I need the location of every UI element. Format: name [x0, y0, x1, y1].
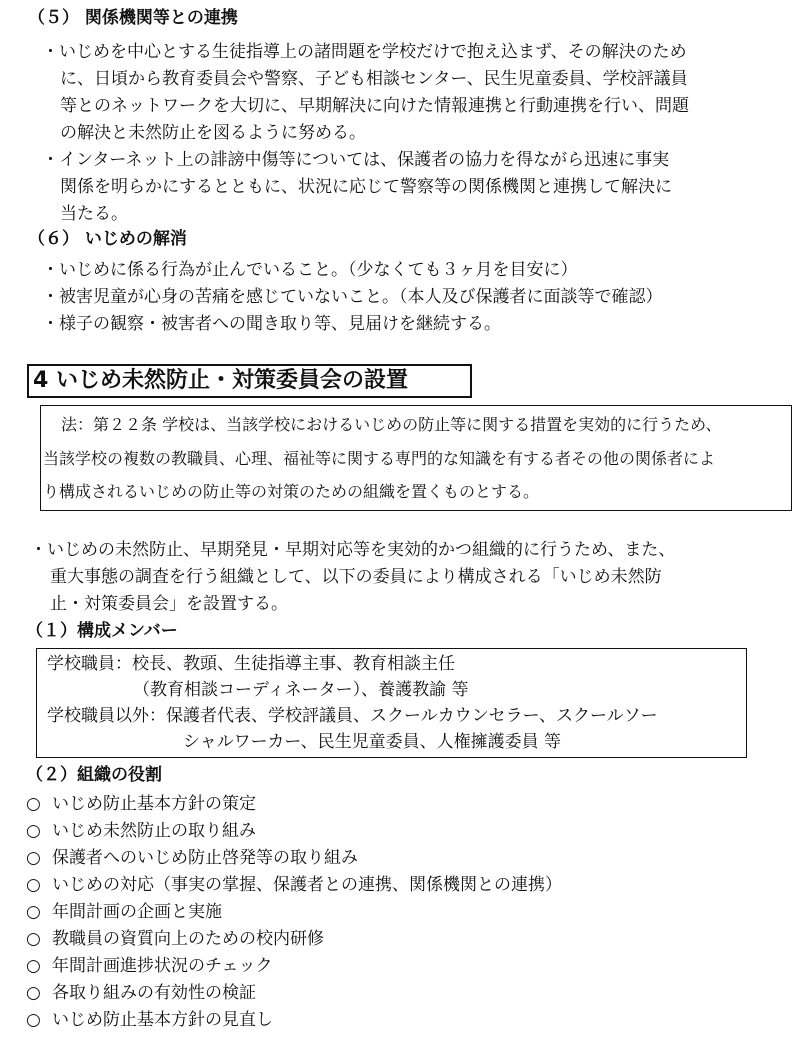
section4-title: 4 いじめ未然防止・対策委員会の設置 [27, 364, 472, 398]
circle-marker-icon: ○ [26, 821, 41, 841]
law-quote-box [40, 405, 792, 511]
committee-intro-line2: 重大事態の調査を行う組織として、以下の委員により構成される「いじめ未然防 [50, 567, 662, 587]
members-external-line1: 学校職員以外：保護者代表、学校評議員、スクールカウンセラー、スクールソー [47, 706, 658, 726]
members-heading: （１）構成メンバー [26, 621, 178, 641]
section5-bullet2-line2: 関係を明らかにするとともに、状況に応じて警察等の関係機関と連携して解決に [60, 177, 672, 197]
role-item-label: いじめ防止基本方針の策定 [52, 794, 256, 814]
committee-intro-line3: 止・対策委員会」を設置する。 [50, 594, 288, 614]
role-item [26, 953, 273, 979]
role-item [26, 899, 222, 925]
role-item-label: いじめの対応（事実の掌握、保護者との連携、関係機関との連携） [52, 875, 562, 895]
members-staff-line1: 学校職員：校長、教頭、生徒指導主事、教育相談主任 [47, 654, 455, 674]
circle-marker-icon: ○ [26, 794, 41, 814]
section5-bullet1-line3: 等とのネットワークを大切に、早期解決に向けた情報連携と行動連携を行い、問題 [60, 96, 689, 116]
role-item-label: 教職員の資質向上のための校内研修 [52, 929, 324, 949]
role-item [26, 845, 358, 871]
section5-bullet2-line1: ・インターネット上の誹謗中傷等については、保護者の協力を得ながら迅速に事実 [42, 150, 670, 170]
roles-heading: （２）組織の役割 [26, 765, 162, 785]
members-external-line2: シャルワーカー、民生児童委員、人権擁護委員 等 [183, 732, 562, 752]
law-line-1: 法：第２２条 学校は、当該学校におけるいじめの防止等に関する措置を実効的に行うため、 [61, 415, 722, 434]
role-item [26, 791, 256, 817]
role-item-label: 保護者へのいじめ防止啓発等の取り組み [52, 848, 358, 868]
committee-intro-line1: ・いじめの未然防止、早期発見・早期対応等を実効的かつ組織的に行うため、また、 [30, 540, 676, 560]
role-item [26, 872, 562, 898]
section5-heading: （５） 関係機関等との連携 [28, 8, 238, 28]
members-staff-line2: （教育相談コーディネーター）、養護教諭 等 [133, 680, 469, 700]
circle-marker-icon: ○ [26, 929, 41, 949]
circle-marker-icon: ○ [26, 983, 41, 1003]
role-item [26, 818, 256, 844]
role-item [26, 1007, 273, 1033]
role-item-label: 年間計画進捗状況のチェック [52, 956, 273, 976]
circle-marker-icon: ○ [26, 848, 41, 868]
section5-bullet1-line2: に、日頃から教育委員会や警察、子ども相談センター、民生児童委員、学校評議員 [60, 69, 688, 89]
circle-marker-icon: ○ [26, 1010, 41, 1030]
role-item [26, 926, 324, 952]
section5-bullet1-line4: の解決と未然防止を図るように努める。 [60, 123, 366, 143]
role-item-label: 年間計画の企画と実施 [52, 902, 222, 922]
role-item-label: 各取り組みの有効性の検証 [52, 983, 256, 1003]
law-line-2: 当該学校の複数の教職員、心理、福祉等に関する専門的な知識を有する者その他の関係者によ [43, 449, 716, 468]
section6-item2: ・被害児童が心身の苦痛を感じていないこと。（本人及び保護者に面談等で確認） [42, 287, 663, 307]
law-line-3: り構成されるいじめの防止等の対策のための組織を置くものとする。 [43, 482, 540, 501]
section6-heading: （６） いじめの解消 [28, 229, 187, 249]
role-item [26, 980, 256, 1006]
circle-marker-icon: ○ [26, 956, 41, 976]
section6-item1: ・いじめに係る行為が止んでいること。（少なくても３ヶ月を目安に） [42, 260, 578, 280]
circle-marker-icon: ○ [26, 875, 41, 895]
section5-bullet1-line1: ・いじめを中心とする生徒指導上の諸問題を学校だけで抱え込まず、その解決のため [42, 42, 687, 62]
circle-marker-icon: ○ [26, 902, 41, 922]
role-item-label: いじめ未然防止の取り組み [52, 821, 256, 841]
section6-item3: ・様子の観察・被害者への聞き取り等、見届けを継続する。 [42, 314, 501, 334]
role-item-label: いじめ防止基本方針の見直し [52, 1010, 273, 1030]
section5-bullet2-line3: 当たる。 [60, 204, 128, 224]
members-box [36, 648, 747, 758]
